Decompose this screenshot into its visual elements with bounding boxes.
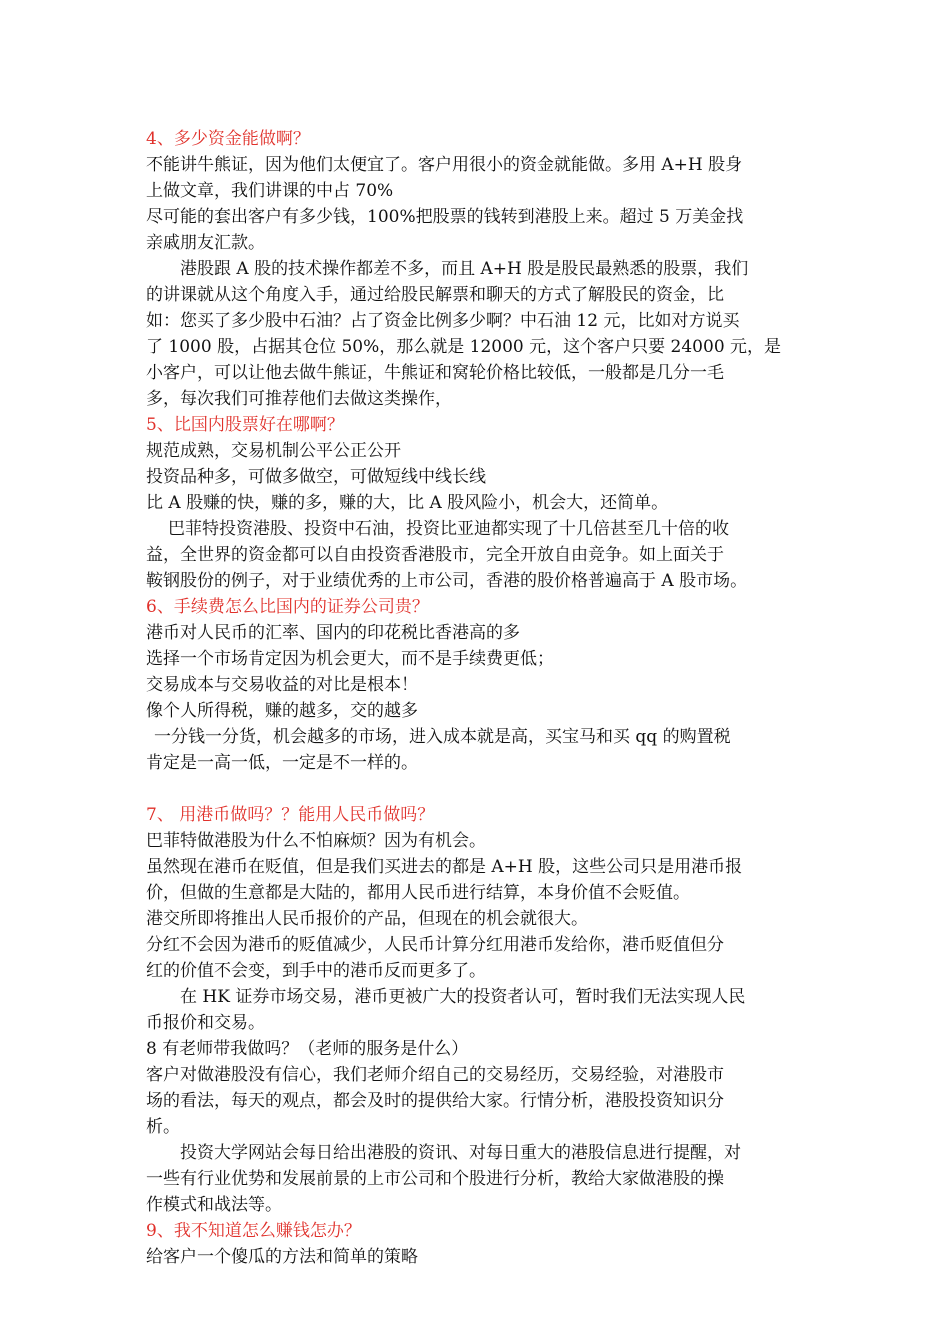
paragraph-line: 益，全世界的资金都可以自由投资香港股市，完全开放自由竞争。如上面关于 (146, 545, 724, 565)
section-heading-9: 9、我不知道怎么赚钱怎办？ (146, 1221, 361, 1241)
paragraph-line: 像个人所得税，赚的越多，交的越多 (146, 701, 418, 721)
paragraph-line: 巴菲特做港股为什么不怕麻烦？因为有机会。 (146, 831, 486, 851)
paragraph-line: 价，但做的生意都是大陆的，都用人民币进行结算，本身价值不会贬值。 (146, 883, 690, 903)
paragraph-line: 一些有行业优势和发展前景的上市公司和个股进行分析，教给大家做港股的操 (146, 1169, 724, 1189)
section-heading-7: 7、 用港币做吗？？能用人民币做吗？ (146, 805, 435, 825)
paragraph-line: 上做文章，我们讲课的中占 70% (146, 181, 394, 201)
section-heading-8: 8 有老师带我做吗？（老师的服务是什么） (146, 1039, 469, 1059)
paragraph-line: 亲戚朋友汇款。 (146, 233, 265, 253)
paragraph-line: 多，每次我们可推荐他们去做这类操作， (146, 389, 452, 409)
paragraph-line: 币报价和交易。 (146, 1013, 265, 1033)
paragraph-line: 小客户，可以让他去做牛熊证，牛熊证和窝轮价格比较低，一般都是几分一毛 (146, 363, 724, 383)
paragraph-line: 鞍钢股份的例子，对于业绩优秀的上市公司，香港的股价格普遍高于 A 股市场。 (146, 571, 748, 591)
paragraph-line: 分红不会因为港币的贬值减少，人民币计算分红用港币发给你，港币贬值但分 (146, 935, 724, 955)
section-heading-5: 5、比国内股票好在哪啊？ (146, 415, 344, 435)
paragraph-line: 了 1000 股，占据其仓位 50%，那么就是 12000 元，这个客户只要 24000 元，是 (146, 337, 782, 357)
paragraph-line: 选择一个市场肯定因为机会更大，而不是手续费更低； (146, 649, 554, 669)
paragraph-line: 港交所即将推出人民币报价的产品，但现在的机会就很大。 (146, 909, 588, 929)
paragraph-line: 在 HK 证券市场交易，港币更被广大的投资者认可，暂时我们无法实现人民 (180, 987, 746, 1007)
paragraph-line: 巴菲特投资港股、投资中石油，投资比亚迪都实现了十几倍甚至几十倍的收 (168, 519, 729, 539)
paragraph-line: 给客户一个傻瓜的方法和简单的策略 (146, 1247, 418, 1267)
paragraph-line: 投资大学网站会每日给出港股的资讯、对每日重大的港股信息进行提醒，对 (180, 1143, 741, 1163)
section-heading-6: 6、手续费怎么比国内的证券公司贵？ (146, 597, 429, 617)
paragraph-line: 港股跟 A 股的技术操作都差不多，而且 A+H 股是股民最熟悉的股票，我们 (180, 259, 749, 279)
paragraph-line: 红的价值不会变，到手中的港币反而更多了。 (146, 961, 486, 981)
paragraph-line: 作模式和战法等。 (146, 1195, 282, 1215)
paragraph-line: 如：您买了多少股中石油？占了资金比例多少啊？中石油 12 元，比如对方说买 (146, 311, 740, 331)
paragraph-line: 的讲课就从这个角度入手，通过给股民解票和聊天的方式了解股民的资金，比 (146, 285, 724, 305)
paragraph-line: 客户对做港股没有信心，我们老师介绍自己的交易经历，交易经验，对港股市 (146, 1065, 724, 1085)
paragraph-line: 交易成本与交易收益的对比是根本！ (146, 675, 418, 695)
paragraph-line: 虽然现在港币在贬值，但是我们买进去的都是 A+H 股，这些公司只是用港币报 (146, 857, 743, 877)
paragraph-line: 港币对人民币的汇率、国内的印花税比香港高的多 (146, 623, 520, 643)
document-page (146, 126, 810, 1270)
paragraph-line: 肯定是一高一低，一定是不一样的。 (146, 753, 418, 773)
paragraph-line: 不能讲牛熊证，因为他们太便宜了。客户用很小的资金就能做。多用 A+H 股身 (146, 155, 743, 175)
paragraph-line: 尽可能的套出客户有多少钱，100%把股票的钱转到港股上来。超过 5 万美金找 (146, 207, 744, 227)
paragraph-line: 一分钱一分货，机会越多的市场，进入成本就是高，买宝马和买 qq 的购置税 (154, 727, 731, 747)
paragraph-line: 析。 (146, 1117, 180, 1137)
paragraph-line: 场的看法，每天的观点，都会及时的提供给大家。行情分析，港股投资知识分 (146, 1091, 724, 1111)
blank-line (146, 776, 810, 802)
paragraph-line: 规范成熟，交易机制公平公正公开 (146, 441, 401, 461)
section-heading-4: 4、多少资金能做啊？ (146, 129, 310, 149)
paragraph-line: 比 A 股赚的快，赚的多，赚的大，比 A 股风险小，机会大，还简单。 (146, 493, 669, 513)
paragraph-line: 投资品种多，可做多做空，可做短线中线长线 (146, 467, 486, 487)
